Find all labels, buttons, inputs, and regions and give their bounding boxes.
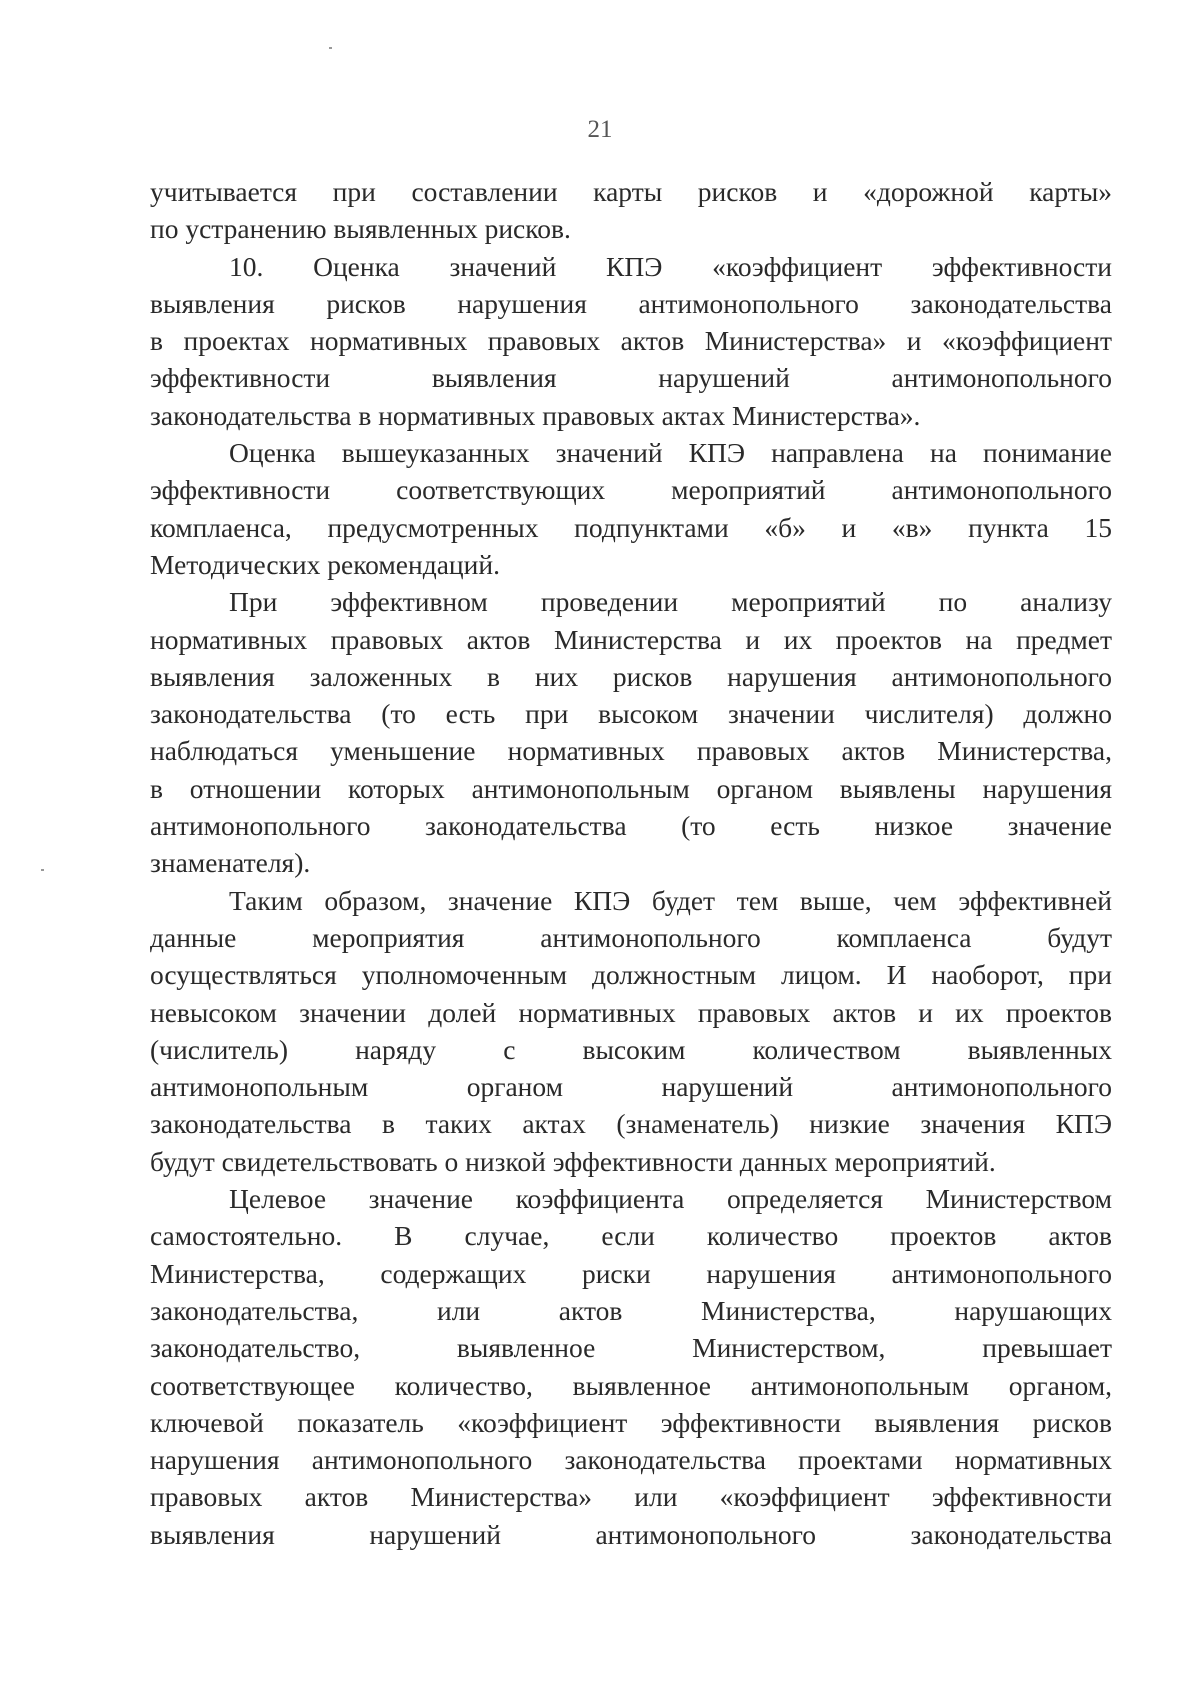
- paragraph: [150, 434, 1112, 583]
- text-line: антимонопольного законодательства (то есть низкое значение: [150, 810, 1112, 842]
- text-line: выявления рисков нарушения антимонопольного законодательства: [150, 287, 1112, 319]
- text-line: соответствующее количество, выявленное антимонопольным органом,: [150, 1369, 1112, 1401]
- text-line: наблюдаться уменьшение нормативных правовых актов Министерства,: [150, 735, 1112, 767]
- text-line: антимонопольным органом нарушений антимонопольного: [150, 1071, 1112, 1103]
- text-line: в отношении которых антимонопольным органом выявлены нарушения: [150, 772, 1112, 804]
- document-body: [150, 173, 1112, 1553]
- text-line: эффективности выявления нарушений антимонопольного: [150, 362, 1112, 394]
- paragraph: [150, 248, 1112, 434]
- text-line: (числитель) наряду с высоким количеством выявленных: [150, 1033, 1112, 1065]
- paragraph: [150, 173, 1112, 248]
- text-line: невысоком значении долей нормативных правовых актов и их проектов: [150, 996, 1112, 1028]
- text-line: Целевое значение коэффициента определяется Министерством: [229, 1183, 1112, 1215]
- text-line: выявления нарушений антимонопольного законодательства: [150, 1518, 1112, 1550]
- text-line: самостоятельно. В случае, если количество проектов актов: [150, 1220, 1112, 1252]
- text-line: Министерства, содержащих риски нарушения антимонопольного: [150, 1257, 1112, 1289]
- text-line: Оценка вышеуказанных значений КПЭ направлена на понимание: [229, 437, 1112, 469]
- text-line: законодательства (то есть при высоком значении числителя) должно: [150, 698, 1112, 730]
- text-line: правовых актов Министерства» или «коэффициент эффективности: [150, 1481, 1112, 1513]
- text-line: законодательства в таких актах (знаменатель) низкие значения КПЭ: [150, 1108, 1112, 1140]
- text-line: Методических рекомендаций.: [150, 548, 500, 580]
- paragraph: [150, 1180, 1112, 1553]
- text-line: эффективности соответствующих мероприятий антимонопольного: [150, 474, 1112, 506]
- text-line: по устранению выявленных рисков.: [150, 213, 571, 245]
- paragraph: [150, 882, 1112, 1180]
- text-line: нарушения антимонопольного законодательства проектами нормативных: [150, 1444, 1112, 1476]
- text-line: будут свидетельствовать о низкой эффективности данных мероприятий.: [150, 1145, 996, 1177]
- text-line: законодательства в нормативных правовых актах Министерства».: [150, 399, 921, 431]
- text-line: комплаенса, предусмотренных подпунктами «б» и «в» пункта 15: [150, 511, 1112, 543]
- text-line: выявления заложенных в них рисков нарушения антимонопольного: [150, 660, 1112, 692]
- text-line: ключевой показатель «коэффициент эффективности выявления рисков: [150, 1406, 1112, 1438]
- text-line: в проектах нормативных правовых актов Министерства» и «коэффициент: [150, 325, 1112, 357]
- scan-speck: [41, 869, 44, 871]
- text-line: учитывается при составлении карты рисков и «дорожной карты»: [150, 176, 1112, 207]
- text-line: нормативных правовых актов Министерства и их проектов на предмет: [150, 623, 1112, 655]
- text-line: При эффективном проведении мероприятий по анализу: [229, 586, 1112, 618]
- text-line: данные мероприятия антимонопольного комплаенса будут: [150, 921, 1112, 953]
- text-line: 10. Оценка значений КПЭ «коэффициент эффективности: [229, 250, 1112, 282]
- page-number: 21: [587, 116, 613, 143]
- text-line: законодательство, выявленное Министерством, превышает: [150, 1332, 1112, 1364]
- scan-speck: [329, 47, 332, 49]
- text-line: законодательства, или актов Министерства, нарушающих: [150, 1294, 1112, 1326]
- text-line: знаменателя).: [150, 847, 311, 879]
- text-line: осуществляться уполномоченным должностным лицом. И наоборот, при: [150, 959, 1112, 991]
- paragraph: [150, 583, 1112, 881]
- text-line: Таким образом, значение КПЭ будет тем выше, чем эффективней: [229, 884, 1112, 916]
